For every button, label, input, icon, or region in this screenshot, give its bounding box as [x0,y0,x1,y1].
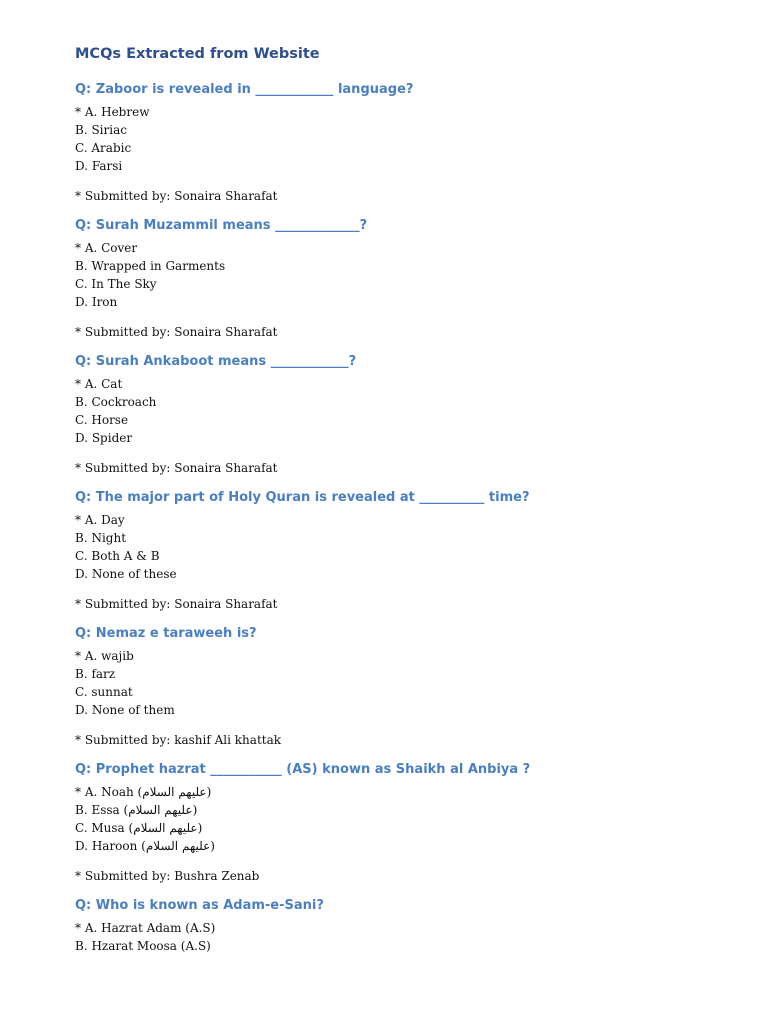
option-item: D. None of these [75,567,177,581]
question-block [75,897,735,955]
option-item: C. sunnat [75,685,133,699]
question-block [75,761,735,885]
question-text: Q: Prophet hazrat ___________ (AS) known as Shaikh al Anbiya ? [75,762,531,777]
options-list [75,511,735,583]
option-item: * A. Noah (عليهم السلام) [75,785,212,799]
option-item: * A. Hazrat Adam (A.S) [75,921,216,935]
option-item: B. Night [75,531,127,545]
question-block [75,81,735,205]
question-text: Q: Who is known as Adam-e-Sani? [75,898,324,913]
option-item: * A. Cover [75,241,138,255]
option-item: D. Farsi [75,159,123,173]
option-item: C. Musa (عليهم السلام) [75,821,203,835]
document-page [75,44,735,967]
question-block [75,625,735,749]
question-block [75,489,735,613]
question-text: Q: The major part of Holy Quran is revealed at __________ time? [75,490,530,505]
submitted-by: * Submitted by: Bushra Zenab [75,869,260,883]
option-item: C. Both A & B [75,549,160,563]
option-item: D. Iron [75,295,118,309]
option-item: B. Siriac [75,123,127,137]
options-list [75,647,735,719]
submitted-by: * Submitted by: kashif Ali khattak [75,733,282,747]
option-item: * A. Cat [75,377,123,391]
option-item: B. Wrapped in Garments [75,259,226,273]
option-item: C. Horse [75,413,129,427]
option-item: D. None of them [75,703,175,717]
option-item: B. Essa (عليهم السلام) [75,803,198,817]
submitted-by: * Submitted by: Sonaira Sharafat [75,325,278,339]
option-item: B. farz [75,667,116,681]
option-item: D. Spider [75,431,133,445]
options-list [75,375,735,447]
option-item: B. Cockroach [75,395,157,409]
options-list [75,919,735,955]
option-item: * A. Hebrew [75,105,150,119]
question-text: Q: Surah Ankaboot means ____________? [75,354,357,369]
submitted-by: * Submitted by: Sonaira Sharafat [75,461,278,475]
option-item: C. Arabic [75,141,132,155]
options-list [75,239,735,311]
document-title: MCQs Extracted from Website [75,46,320,62]
question-text: Q: Surah Muzammil means _____________? [75,218,368,233]
submitted-by: * Submitted by: Sonaira Sharafat [75,189,278,203]
question-block [75,217,735,341]
option-item: * A. Day [75,513,125,527]
option-item: * A. wajib [75,649,134,663]
submitted-by: * Submitted by: Sonaira Sharafat [75,597,278,611]
question-block [75,353,735,477]
question-text: Q: Nemaz e taraweeh is? [75,626,257,641]
option-item: B. Hzarat Moosa (A.S) [75,939,211,953]
options-list [75,783,735,855]
question-text: Q: Zaboor is revealed in ____________ language? [75,82,414,97]
option-item: D. Haroon (عليهم السلام) [75,839,215,853]
options-list [75,103,735,175]
option-item: C. In The Sky [75,277,157,291]
